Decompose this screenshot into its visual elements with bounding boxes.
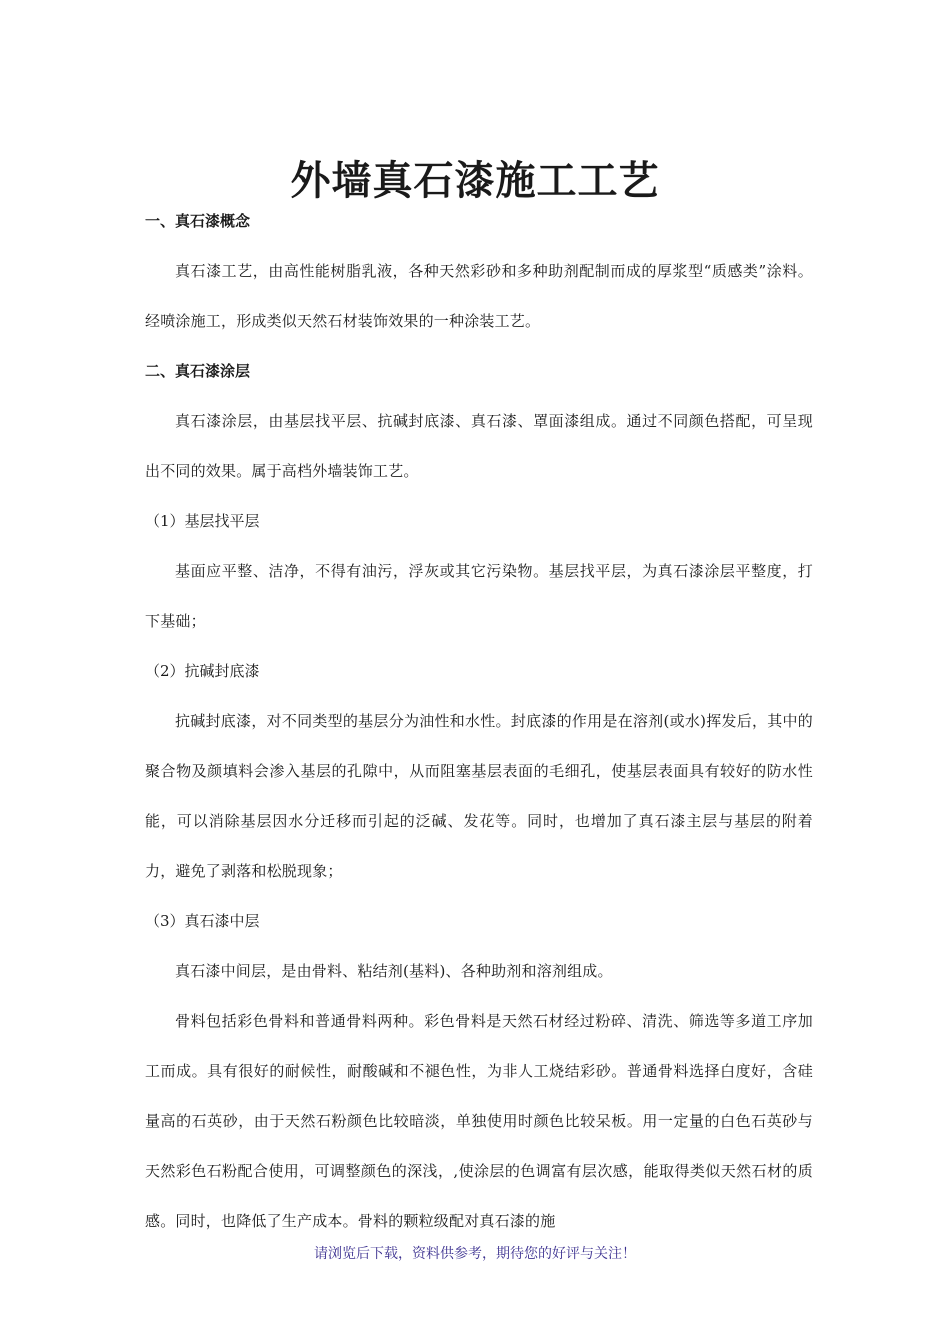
subsection-heading-leveling: （1）基层找平层	[145, 512, 260, 530]
paragraph-aggregate: 骨料包括彩色骨料和普通骨料两种。彩色骨料是天然石材经过粉碎、清洗、筛选等多道工序加工而成。具有很好的耐候性，耐酸碱和不褪色性，为非人工烧结彩砂。普通骨料选择白度好，含硅量高的石英砂，由于天然石粉颜色比较暗淡，单独使用时颜色比较呆板。用一定量的白色石英砂与天然彩色石粉配合使用，可调整颜色的深浅，,使涂层的色调富有层次感，能取得类似天然石材的质感。同时，也降低了生产成本。骨料的颗粒级配对真石漆的施	[145, 1012, 813, 1230]
paragraph-concept: 真石漆工艺，由高性能树脂乳液，各种天然彩砂和多种助剂配制而成的厚浆型“质感类”涂料。经喷涂施工，形成类似天然石材装饰效果的一种涂装工艺。	[145, 262, 813, 330]
paragraph-coating: 真石漆涂层，由基层找平层、抗碱封底漆、真石漆、罩面漆组成。通过不同颜色搭配，可呈现出不同的效果。属于高档外墙装饰工艺。	[145, 412, 813, 480]
section-heading-concept: 一、真石漆概念	[145, 212, 251, 230]
document-title: 外墙真石漆施工工艺	[290, 156, 660, 204]
subsection-heading-middle-layer: （3）真石漆中层	[145, 912, 260, 930]
document-body	[145, 196, 813, 1246]
subsection-heading-primer: （2）抗碱封底漆	[145, 662, 260, 680]
section-heading-coating: 二、真石漆涂层	[145, 362, 251, 380]
paragraph-leveling: 基面应平整、洁净，不得有油污，浮灰或其它污染物。基层找平层，为真石漆涂层平整度，打下基础；	[145, 562, 813, 630]
paragraph-primer: 抗碱封底漆，对不同类型的基层分为油性和水性。封底漆的作用是在溶剂(或水)挥发后，其中的聚合物及颜填料会渗入基层的孔隙中，从而阻塞基层表面的毛细孔，使基层表面具有较好的防水性能，可以消除基层因水分迁移而引起的泛碱、发花等。同时，也增加了真石漆主层与基层的附着力，避免了剥落和松脱现象；	[145, 712, 813, 880]
paragraph-middle-layer: 真石漆中间层，是由骨料、粘结剂(基料)、各种助剂和溶剂组成。	[175, 962, 613, 980]
footer-note: 请浏览后下载，资料供参考，期待您的好评与关注！	[314, 1246, 636, 1262]
